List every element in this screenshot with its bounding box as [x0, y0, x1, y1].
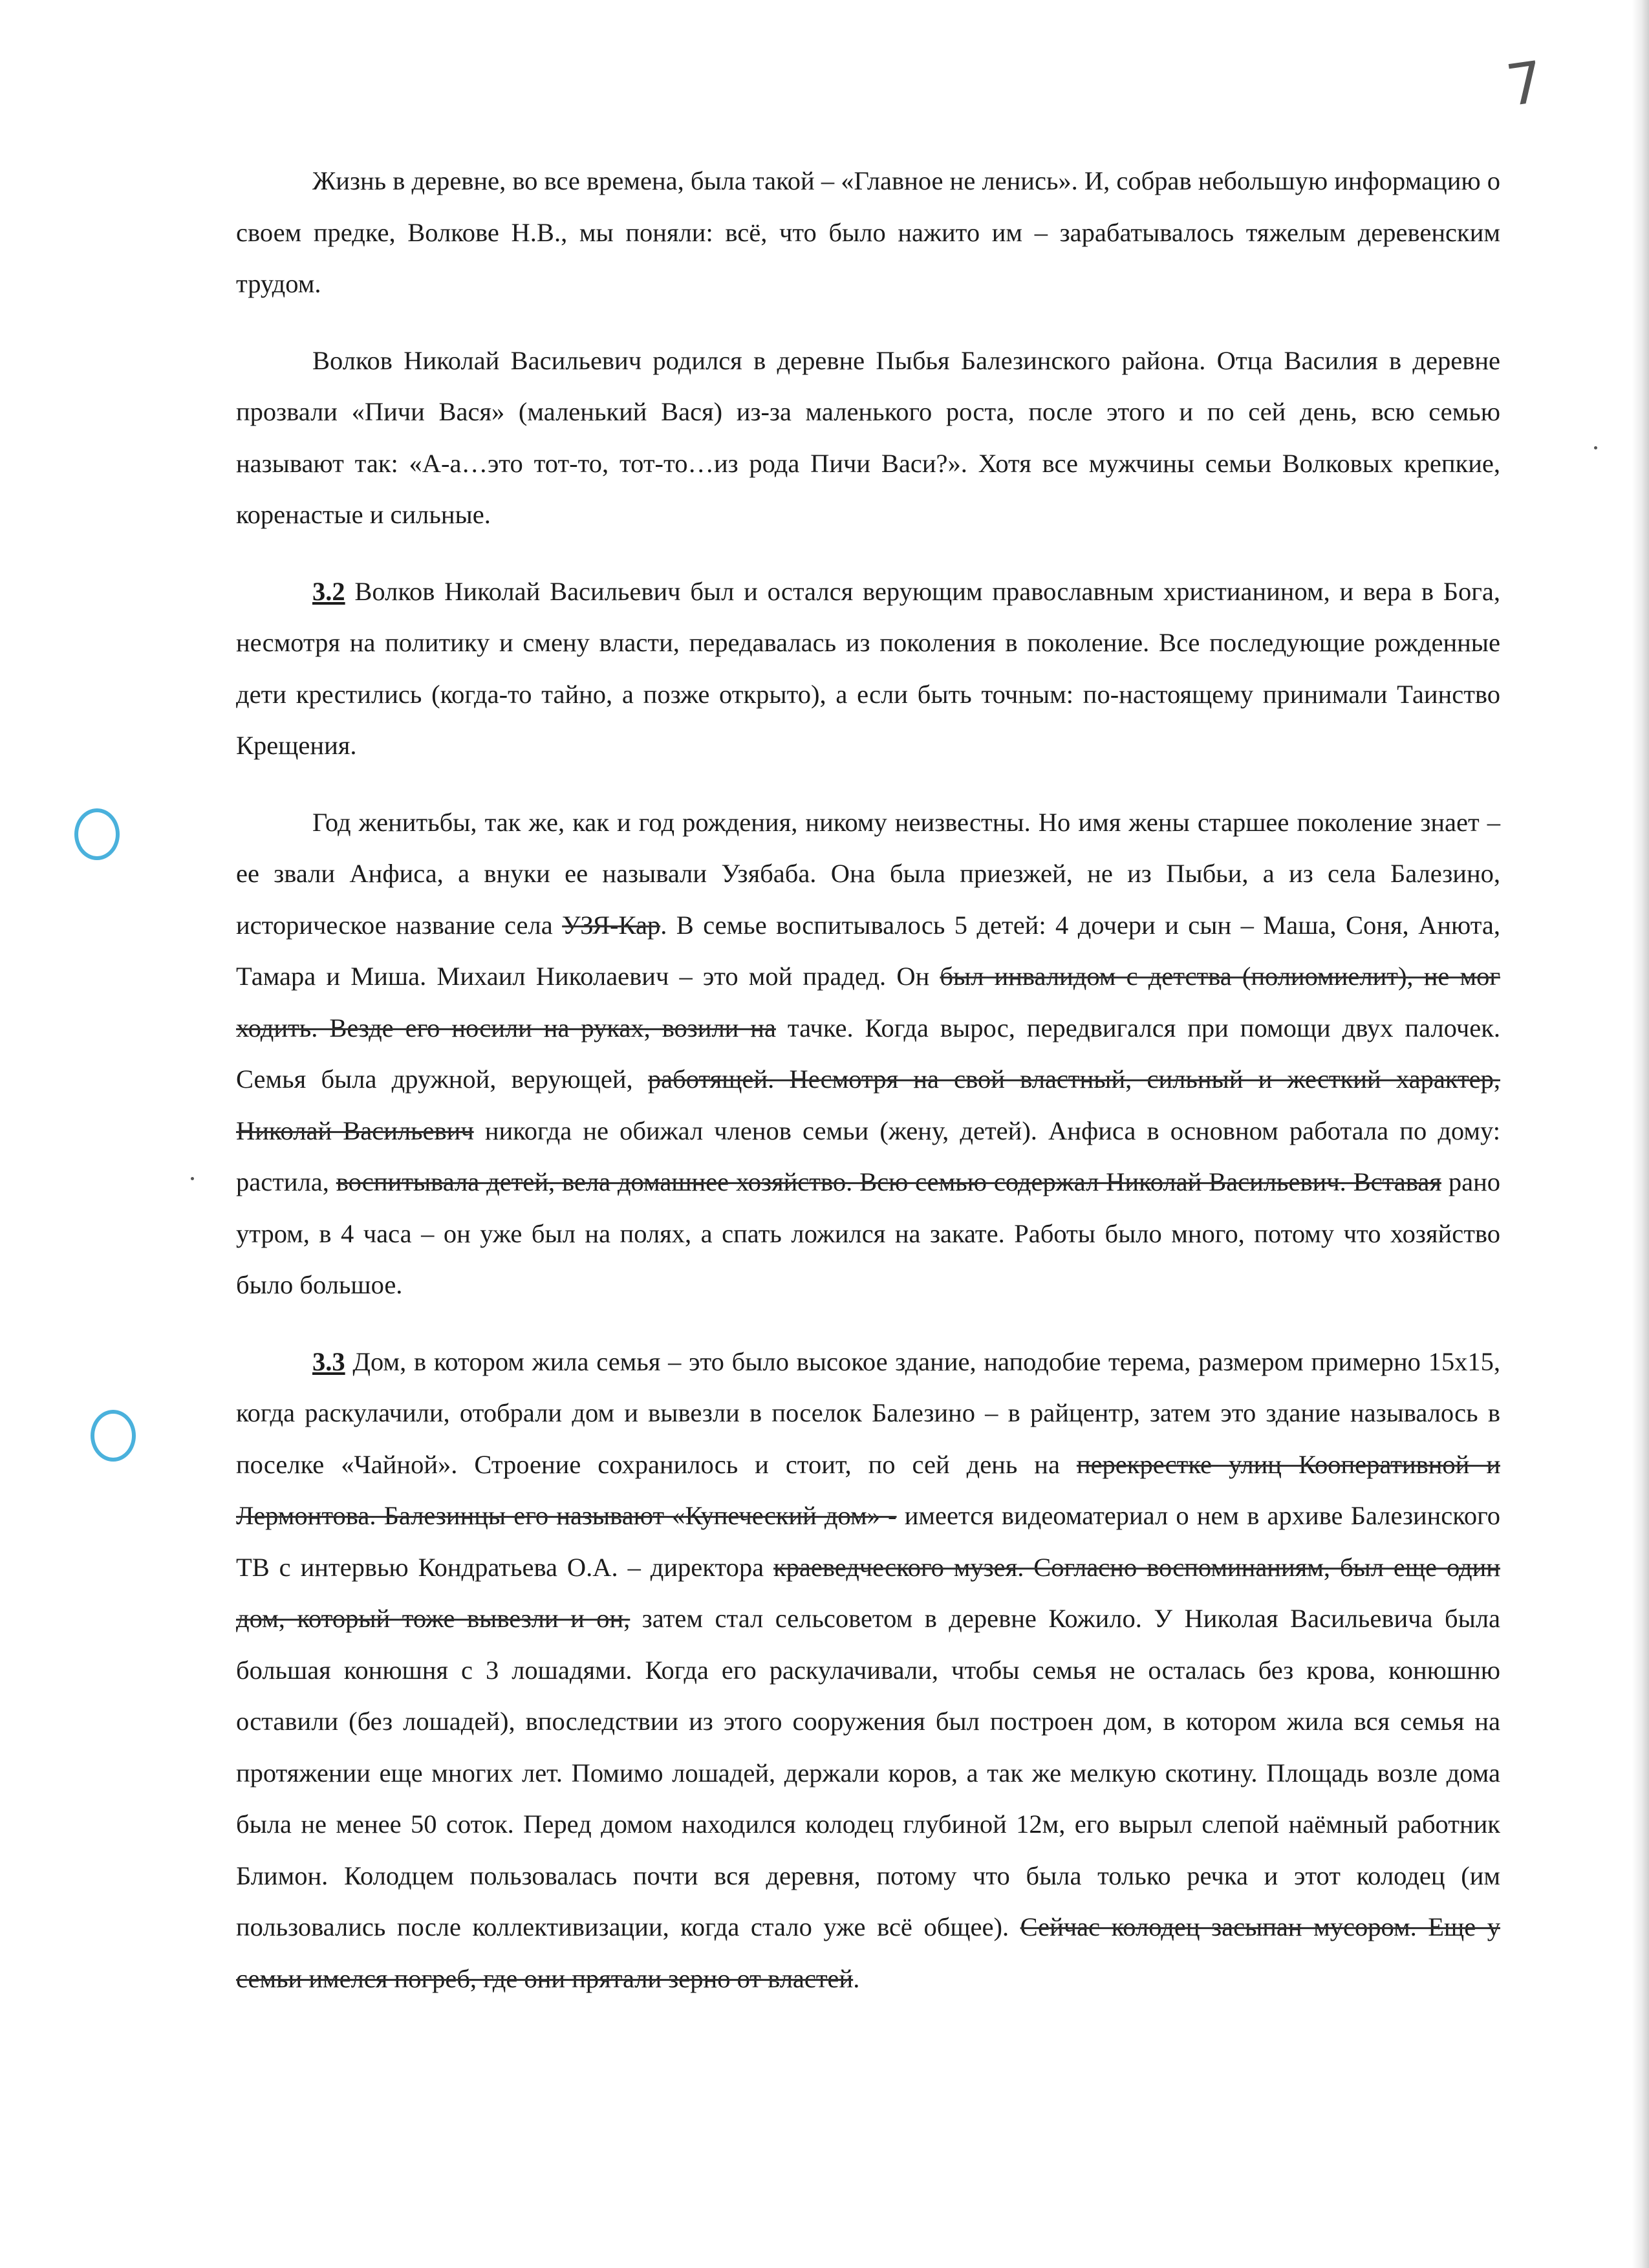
struck-text: работящей. Несмотря на свой властный, сильный и жесткий характер, Николай Васильевич	[236, 1064, 1500, 1145]
punch-hole-top	[74, 808, 120, 860]
scan-speck	[1594, 446, 1597, 449]
text-run: рано утром, в 4 часа – он уже был на полях, а спать ложился на закате. Работы было много, потому что хозяйство было большое.	[236, 1167, 1500, 1299]
struck-text: Сейчас колодец засыпан мусором. Еще у семьи имелся погреб, где они прятали зерно от властей	[236, 1912, 1500, 1993]
punch-hole-bottom	[91, 1410, 136, 1462]
paragraph-house	[236, 1336, 1500, 2005]
struck-text: воспитывала детей, вела домашнее хозяйство. Всю семью содержал Николай Васильевич. Вставая	[336, 1167, 1441, 1196]
paragraph-family	[236, 797, 1500, 1311]
text-run: тачке. Когда вырос, передвигался при помощи двух палочек. Семья была дружной, верующей,	[236, 1013, 1501, 1094]
struck-text: УЗЯ-Кар	[562, 910, 661, 940]
section-number: 3.2	[312, 576, 345, 606]
paragraph-faith	[236, 566, 1500, 772]
text-run: Волков Николай Васильевич был и остался верующим православным христианином, и вера в Бога, несмотря на политику и смену власти, передавалась из поколения в поколение. Все последующие рожденные дети крестились (когда-то тайно, а позже открыто), а если быть точным: по-настоящему принимали Таинство Крещения.	[236, 576, 1500, 760]
text-run: имеется видеоматериал о нем в архиве Балезинского ТВ с интервью Кондратьева О.А. – директора	[236, 1501, 1501, 1582]
struck-text: перекрестке улиц Кооперативной и Лермонтова. Балезинцы его называют «Купеческий дом» -	[236, 1449, 1500, 1530]
text-run: .	[853, 1963, 860, 1993]
text-run: никогда не обижал членов семьи (жену, детей). Анфиса в основном работала по дому: растила,	[236, 1116, 1500, 1196]
text-run: Дом, в котором жила семья – это было высокое здание, наподобие терема, размером примерно 15х15, когда раскулачили, отобрали дом и вывезли в поселок Балезино – в райцентр, затем это здание называлось в поселке «Чайной». Строение сохранилось и стоит, по сей день на	[236, 1346, 1500, 1479]
paragraph-origin	[236, 335, 1500, 541]
text-run: Жизнь в деревне, во все времена, была такой – «Главное не ленись». И, собрав небольшую информацию о своем предке, Волкове Н.В., мы поняли: всё, что было нажито им – зарабатывалось тяжелым деревенским трудом.	[236, 166, 1500, 298]
text-run: Год женитьбы, так же, как и год рождения, никому неизвестны. Но имя жены старшее поколение знает – ее звали Анфиса, а внуки ее называли Узябаба. Она была приезжей, не из Пыбьи, а из села Балезино, историческое название села	[236, 807, 1500, 940]
struck-text: был инвалидом с детства (полиомиелит), не мог ходить. Везде его носили на руках, возили на	[236, 962, 1500, 1042]
section-number: 3.3	[312, 1346, 345, 1376]
page-number: 7	[1502, 48, 1547, 120]
scan-edge-shadow	[1632, 0, 1649, 2268]
paragraph-intro	[236, 155, 1500, 310]
text-run: Волков Николай Васильевич родился в деревне Пыбья Балезинского района. Отца Василия в деревне прозвали «Пичи Вася» (маленький Вася) из-за маленького роста, после этого и по сей день, всю семью называют так: «А-а…это тот-то, тот-то…из рода Пичи Васи?». Хотя все мужчины семьи Волковых крепкие, коренастые и сильные.	[236, 345, 1500, 529]
scan-speck	[191, 1177, 194, 1180]
document-body	[236, 155, 1500, 2029]
text-run: . В семье воспитывалось 5 детей: 4 дочери и сын – Маша, Соня, Анюта, Тамара и Миша. Михаил Николаевич – это мой прадед. Он	[236, 910, 1501, 991]
text-run: затем стал сельсоветом в деревне Кожило. У Николая Васильевича была большая конюшня с 3 лошадями. Когда его раскулачивали, чтобы семья не осталась без крова, конюшню оставили (без лошадей), впоследствии из этого сооружения был построен дом, в котором жила вся семья на протяжении еще многих лет. Помимо лошадей, держали коров, а так же мелкую скотину. Площадь возле дома была не менее 50 соток. Перед домом находился колодец глубиной 12м, его вырыл слепой наёмный работник Блимон. Колодцем пользовалась почти вся деревня, потому что была только речка и этот колодец (им пользовались после коллективизации, когда стало уже всё общее).	[236, 1604, 1501, 1941]
struck-text: краеведческого музея. Согласно воспоминаниям, был еще один дом, который тоже вывезли и он,	[236, 1552, 1500, 1633]
